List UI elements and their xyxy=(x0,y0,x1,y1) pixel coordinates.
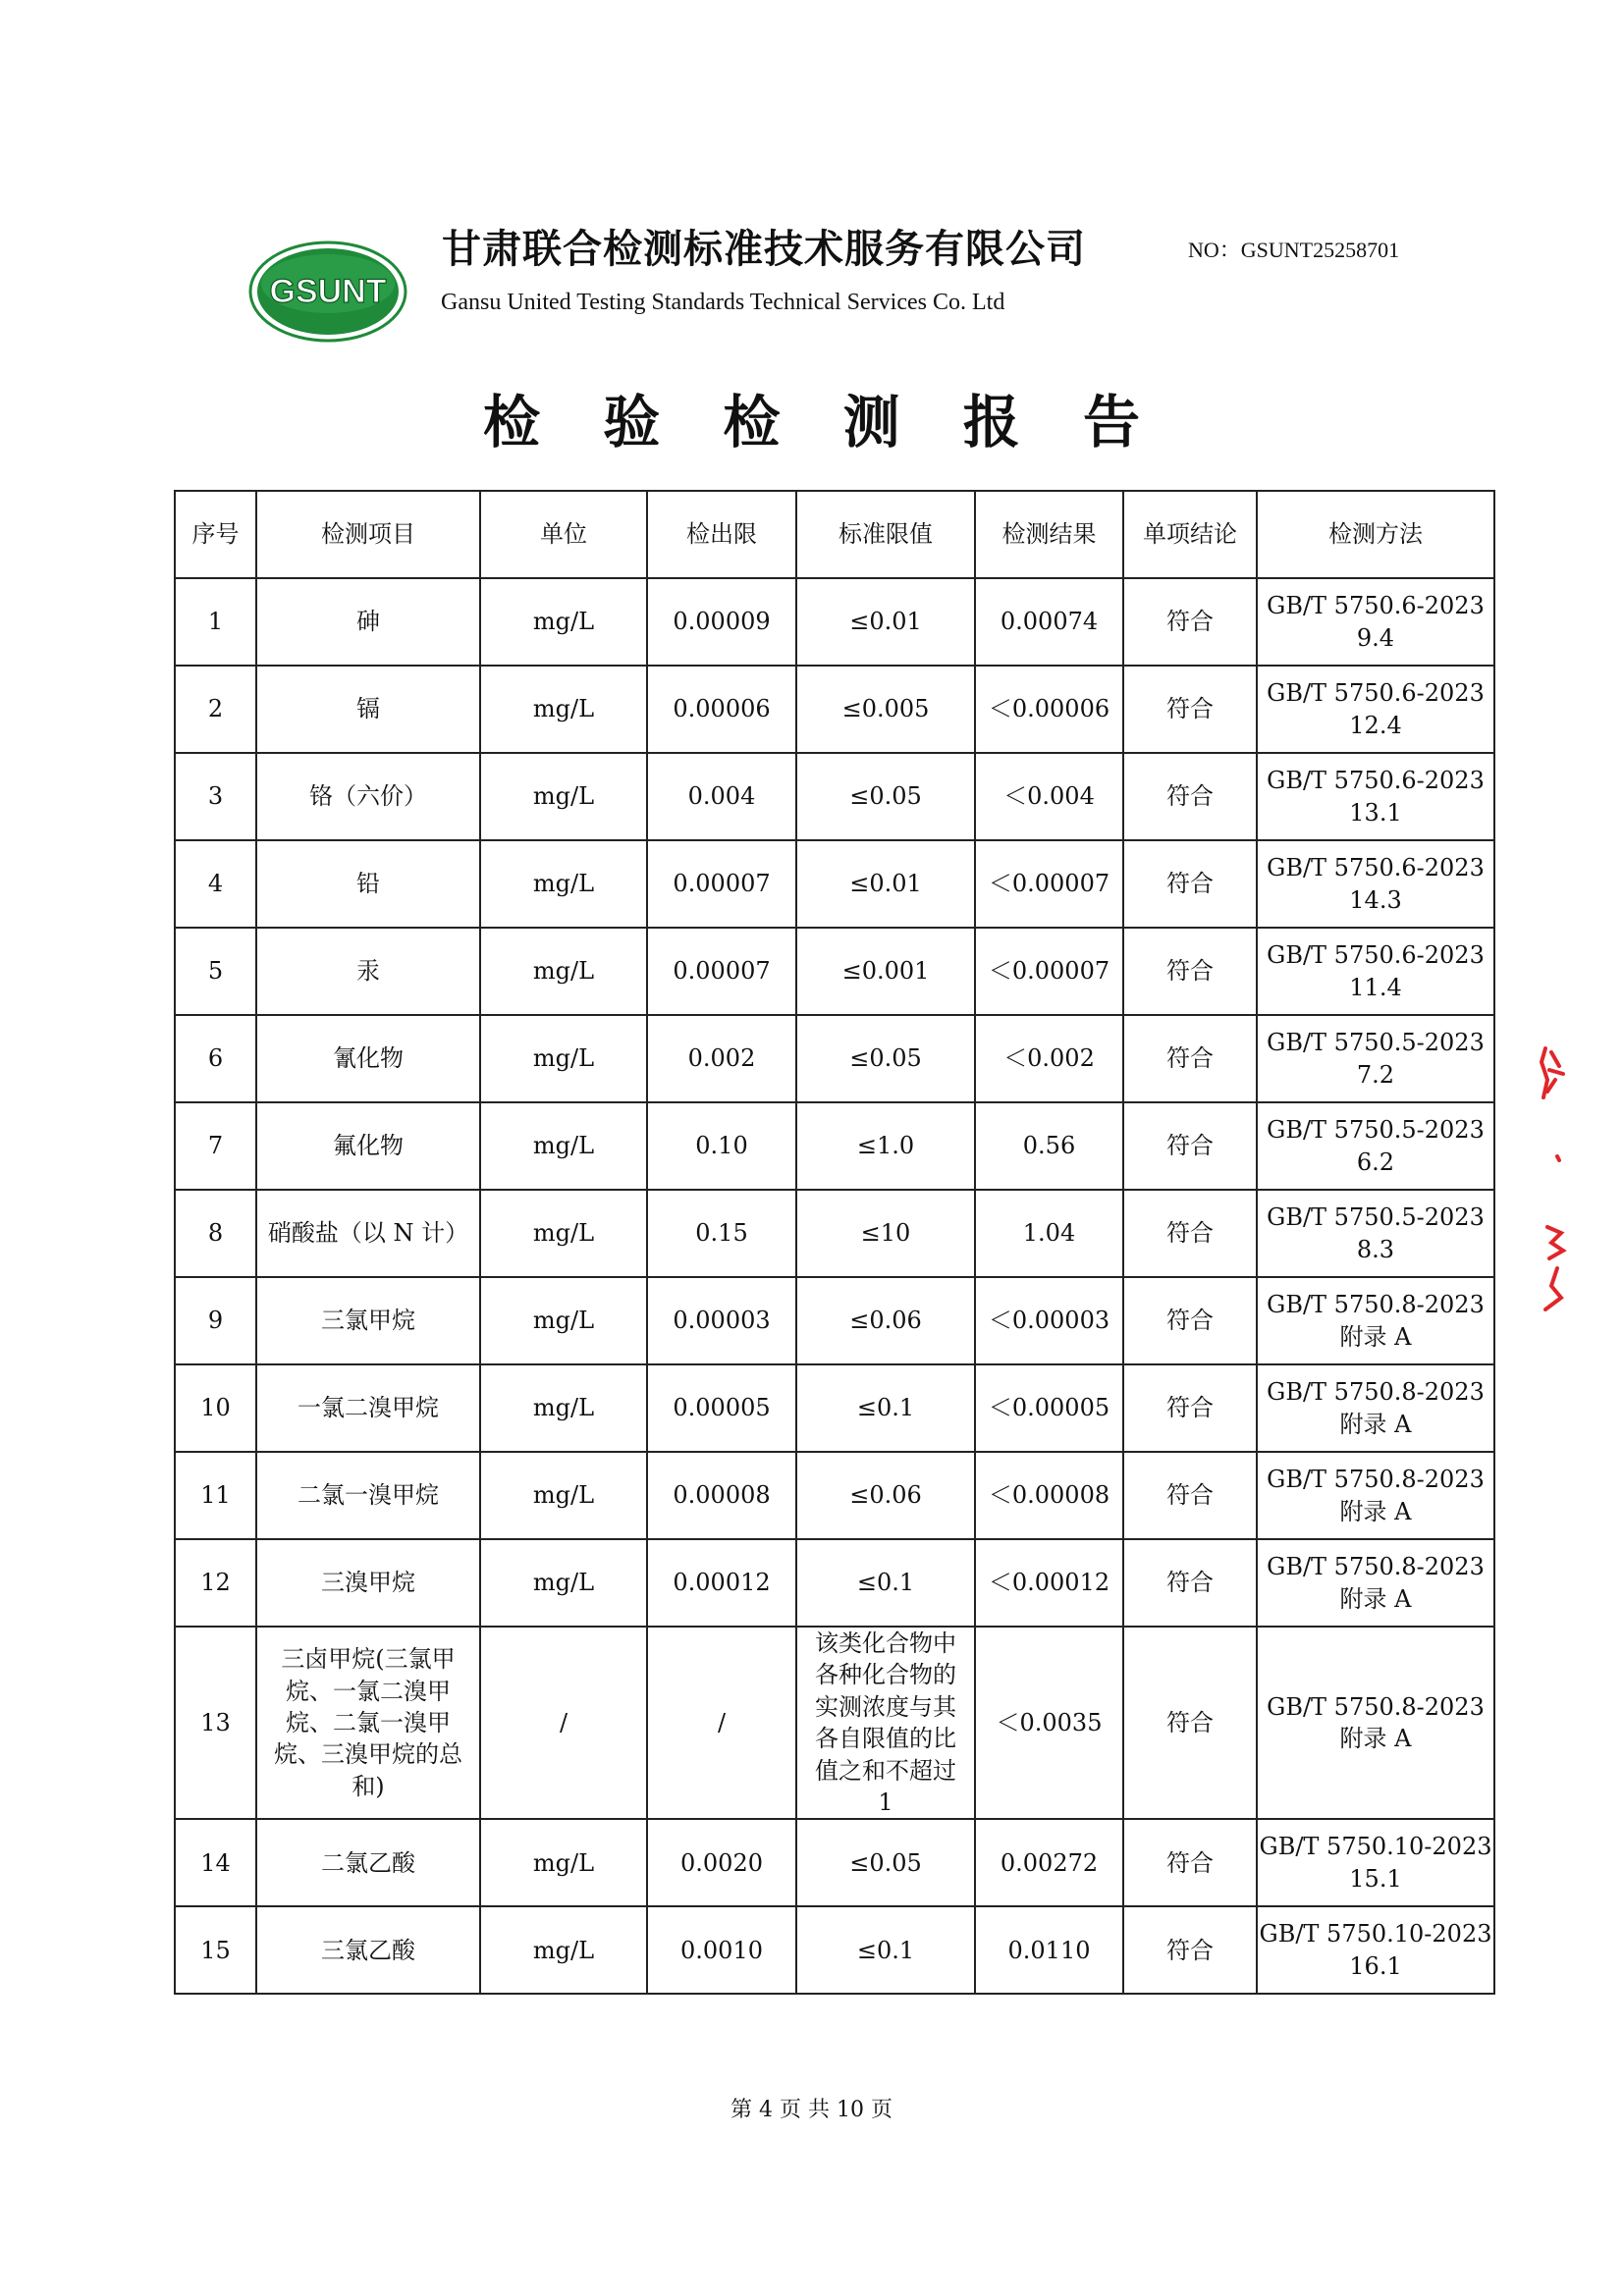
row-number: 10 xyxy=(175,1364,256,1452)
column-header: 检测方法 xyxy=(1257,491,1494,578)
conclusion: 符合 xyxy=(1123,1452,1257,1539)
test-method xyxy=(1257,1190,1494,1277)
test-result: ＜0.00006 xyxy=(975,666,1123,753)
conclusion: 符合 xyxy=(1123,1277,1257,1364)
conclusion: 符合 xyxy=(1123,928,1257,1015)
test-result: 0.56 xyxy=(975,1102,1123,1190)
conclusion: 符合 xyxy=(1123,578,1257,666)
detection-limit: 0.00008 xyxy=(647,1452,796,1539)
test-item: 三溴甲烷 xyxy=(256,1539,480,1627)
company-name-cn: 甘肃联合检测标准技术服务有限公司 xyxy=(442,226,1086,272)
seal-stamp-icon xyxy=(1538,1041,1573,1315)
test-method xyxy=(1257,1364,1494,1452)
test-item: 二氯一溴甲烷 xyxy=(256,1452,480,1539)
row-number: 1 xyxy=(175,578,256,666)
method-clause: 附录 A xyxy=(1339,1410,1412,1438)
method-standard: GB/T 5750.8-2023 xyxy=(1267,1692,1485,1721)
detection-limit: 0.00007 xyxy=(647,928,796,1015)
row-number: 8 xyxy=(175,1190,256,1277)
test-result: ＜0.00007 xyxy=(975,840,1123,928)
table-row xyxy=(175,1015,1494,1102)
test-result: ＜0.00008 xyxy=(975,1452,1123,1539)
test-result: ＜0.0035 xyxy=(975,1627,1123,1819)
conclusion: 符合 xyxy=(1123,666,1257,753)
detection-limit: 0.0020 xyxy=(647,1819,796,1906)
unit: mg/L xyxy=(480,1190,647,1277)
column-header: 检测项目 xyxy=(256,491,480,578)
standard-limit: ≤0.005 xyxy=(796,666,975,753)
table-row xyxy=(175,928,1494,1015)
standard-limit: ≤0.06 xyxy=(796,1277,975,1364)
test-result: 0.00074 xyxy=(975,578,1123,666)
test-method xyxy=(1257,1627,1494,1819)
method-clause: 附录 A xyxy=(1339,1725,1412,1753)
table-row xyxy=(175,1819,1494,1906)
conclusion: 符合 xyxy=(1123,1102,1257,1190)
table-row xyxy=(175,840,1494,928)
detection-limit: 0.00009 xyxy=(647,578,796,666)
conclusion: 符合 xyxy=(1123,1906,1257,1994)
test-result: ＜0.004 xyxy=(975,753,1123,840)
row-number: 6 xyxy=(175,1015,256,1102)
standard-limit: 该类化合物中各种化合物的实测浓度与其各自限值的比值之和不超过 1 xyxy=(796,1627,975,1819)
method-clause: 9.4 xyxy=(1356,623,1395,652)
table-row xyxy=(175,1102,1494,1190)
test-item: 镉 xyxy=(256,666,480,753)
method-clause: 12.4 xyxy=(1349,711,1402,739)
unit: mg/L xyxy=(480,1277,647,1364)
method-clause: 附录 A xyxy=(1339,1497,1412,1525)
standard-limit: ≤0.05 xyxy=(796,1015,975,1102)
row-number: 11 xyxy=(175,1452,256,1539)
standard-limit: ≤0.01 xyxy=(796,578,975,666)
table-row xyxy=(175,1539,1494,1627)
test-item: 汞 xyxy=(256,928,480,1015)
test-method xyxy=(1257,578,1494,666)
test-item: 砷 xyxy=(256,578,480,666)
unit: mg/L xyxy=(480,1906,647,1994)
test-result: 0.0110 xyxy=(975,1906,1123,1994)
detection-limit: 0.0010 xyxy=(647,1906,796,1994)
conclusion: 符合 xyxy=(1123,1539,1257,1627)
results-table xyxy=(174,490,1495,1995)
method-clause: 11.4 xyxy=(1349,973,1402,1001)
standard-limit: ≤0.01 xyxy=(796,840,975,928)
page-footer: 第 4 页 共 10 页 xyxy=(730,2098,893,2122)
method-standard: GB/T 5750.10-2023 xyxy=(1259,1833,1492,1861)
row-number: 7 xyxy=(175,1102,256,1190)
standard-limit: ≤0.06 xyxy=(796,1452,975,1539)
row-number: 14 xyxy=(175,1819,256,1906)
unit: mg/L xyxy=(480,1819,647,1906)
unit: mg/L xyxy=(480,1102,647,1190)
test-item: 硝酸盐（以 N 计） xyxy=(256,1190,480,1277)
test-item: 铅 xyxy=(256,840,480,928)
test-result: ＜0.00012 xyxy=(975,1539,1123,1627)
report-title: 检 验 检 测 报 告 xyxy=(483,389,1162,455)
row-number: 9 xyxy=(175,1277,256,1364)
detection-limit: 0.15 xyxy=(647,1190,796,1277)
gsunt-logo-icon xyxy=(248,240,407,343)
conclusion: 符合 xyxy=(1123,840,1257,928)
standard-limit: ≤10 xyxy=(796,1190,975,1277)
conclusion: 符合 xyxy=(1123,1819,1257,1906)
unit: mg/L xyxy=(480,840,647,928)
test-item: 氰化物 xyxy=(256,1015,480,1102)
column-header: 单位 xyxy=(480,491,647,578)
test-item: 三氯甲烷 xyxy=(256,1277,480,1364)
method-clause: 8.3 xyxy=(1356,1235,1395,1263)
test-result: ＜0.00005 xyxy=(975,1364,1123,1452)
method-standard: GB/T 5750.6-2023 xyxy=(1267,854,1485,882)
table-row xyxy=(175,1627,1494,1819)
table-row xyxy=(175,1190,1494,1277)
detection-limit: 0.00003 xyxy=(647,1277,796,1364)
test-method xyxy=(1257,1015,1494,1102)
method-standard: GB/T 5750.6-2023 xyxy=(1267,941,1485,970)
table-row xyxy=(175,1452,1494,1539)
method-standard: GB/T 5750.5-2023 xyxy=(1267,1116,1485,1145)
method-standard: GB/T 5750.6-2023 xyxy=(1267,679,1485,708)
detection-limit: 0.00005 xyxy=(647,1364,796,1452)
test-method xyxy=(1257,753,1494,840)
method-clause: 16.1 xyxy=(1349,1951,1402,1980)
detection-limit: 0.004 xyxy=(647,753,796,840)
test-method xyxy=(1257,928,1494,1015)
test-method xyxy=(1257,1452,1494,1539)
unit: mg/L xyxy=(480,1539,647,1627)
row-number: 13 xyxy=(175,1627,256,1819)
row-number: 2 xyxy=(175,666,256,753)
report-number: NO：GSUNT25258701 xyxy=(1188,238,1400,262)
row-number: 12 xyxy=(175,1539,256,1627)
test-result: ＜0.002 xyxy=(975,1015,1123,1102)
method-clause: 14.3 xyxy=(1349,885,1402,914)
method-clause: 15.1 xyxy=(1349,1864,1402,1893)
logo-text: GSUNT xyxy=(269,273,387,310)
standard-limit: ≤0.05 xyxy=(796,753,975,840)
detection-limit: 0.00012 xyxy=(647,1539,796,1627)
method-clause: 附录 A xyxy=(1339,1322,1412,1351)
table-row xyxy=(175,753,1494,840)
test-method xyxy=(1257,1539,1494,1627)
method-standard: GB/T 5750.8-2023 xyxy=(1267,1466,1485,1494)
test-method xyxy=(1257,1906,1494,1994)
detection-limit: 0.00006 xyxy=(647,666,796,753)
test-result: ＜0.00007 xyxy=(975,928,1123,1015)
test-method xyxy=(1257,666,1494,753)
company-name-en: Gansu United Testing Standards Technical Services Co. Ltd xyxy=(441,290,1005,315)
column-header: 检出限 xyxy=(647,491,796,578)
unit: mg/L xyxy=(480,578,647,666)
test-item: 铬（六价） xyxy=(256,753,480,840)
row-number: 3 xyxy=(175,753,256,840)
table-row xyxy=(175,666,1494,753)
method-clause: 13.1 xyxy=(1349,798,1402,827)
method-standard: GB/T 5750.5-2023 xyxy=(1267,1029,1485,1057)
unit: mg/L xyxy=(480,753,647,840)
test-result: 1.04 xyxy=(975,1190,1123,1277)
detection-limit: 0.10 xyxy=(647,1102,796,1190)
test-method xyxy=(1257,1102,1494,1190)
row-number: 4 xyxy=(175,840,256,928)
table-row xyxy=(175,1364,1494,1452)
standard-limit: ≤1.0 xyxy=(796,1102,975,1190)
test-item: 氟化物 xyxy=(256,1102,480,1190)
detection-limit: 0.00007 xyxy=(647,840,796,928)
standard-limit: ≤0.05 xyxy=(796,1819,975,1906)
standard-limit: ≤0.001 xyxy=(796,928,975,1015)
column-header: 序号 xyxy=(175,491,256,578)
conclusion: 符合 xyxy=(1123,1015,1257,1102)
test-method xyxy=(1257,1277,1494,1364)
method-standard: GB/T 5750.10-2023 xyxy=(1259,1920,1492,1949)
company-logo xyxy=(248,240,407,343)
unit: / xyxy=(480,1627,647,1819)
conclusion: 符合 xyxy=(1123,1627,1257,1819)
column-header: 单项结论 xyxy=(1123,491,1257,578)
conclusion: 符合 xyxy=(1123,1364,1257,1452)
table-row xyxy=(175,578,1494,666)
method-clause: 6.2 xyxy=(1356,1148,1395,1176)
unit: mg/L xyxy=(480,928,647,1015)
conclusion: 符合 xyxy=(1123,753,1257,840)
method-standard: GB/T 5750.5-2023 xyxy=(1267,1203,1485,1232)
method-standard: GB/T 5750.8-2023 xyxy=(1267,1291,1485,1319)
unit: mg/L xyxy=(480,1452,647,1539)
test-item: 二氯乙酸 xyxy=(256,1819,480,1906)
column-header: 检测结果 xyxy=(975,491,1123,578)
standard-limit: ≤0.1 xyxy=(796,1364,975,1452)
unit: mg/L xyxy=(480,666,647,753)
test-item: 一氯二溴甲烷 xyxy=(256,1364,480,1452)
test-result: ＜0.00003 xyxy=(975,1277,1123,1364)
detection-limit: 0.002 xyxy=(647,1015,796,1102)
method-standard: GB/T 5750.8-2023 xyxy=(1267,1553,1485,1581)
standard-limit: ≤0.1 xyxy=(796,1539,975,1627)
row-number: 15 xyxy=(175,1906,256,1994)
test-method xyxy=(1257,840,1494,928)
test-item: 三卤甲烷(三氯甲烷、一氯二溴甲烷、二氯一溴甲烷、三溴甲烷的总和) xyxy=(256,1627,480,1819)
conclusion: 符合 xyxy=(1123,1190,1257,1277)
unit: mg/L xyxy=(480,1015,647,1102)
table-header-row xyxy=(175,491,1494,578)
test-item: 三氯乙酸 xyxy=(256,1906,480,1994)
test-method xyxy=(1257,1819,1494,1906)
unit: mg/L xyxy=(480,1364,647,1452)
standard-limit: ≤0.1 xyxy=(796,1906,975,1994)
column-header: 标准限值 xyxy=(796,491,975,578)
method-standard: GB/T 5750.8-2023 xyxy=(1267,1378,1485,1407)
table-row xyxy=(175,1906,1494,1994)
detection-limit: / xyxy=(647,1627,796,1819)
method-standard: GB/T 5750.6-2023 xyxy=(1267,592,1485,620)
method-clause: 附录 A xyxy=(1339,1584,1412,1613)
row-number: 5 xyxy=(175,928,256,1015)
table-row xyxy=(175,1277,1494,1364)
test-result: 0.00272 xyxy=(975,1819,1123,1906)
method-standard: GB/T 5750.6-2023 xyxy=(1267,767,1485,795)
method-clause: 7.2 xyxy=(1356,1060,1395,1089)
